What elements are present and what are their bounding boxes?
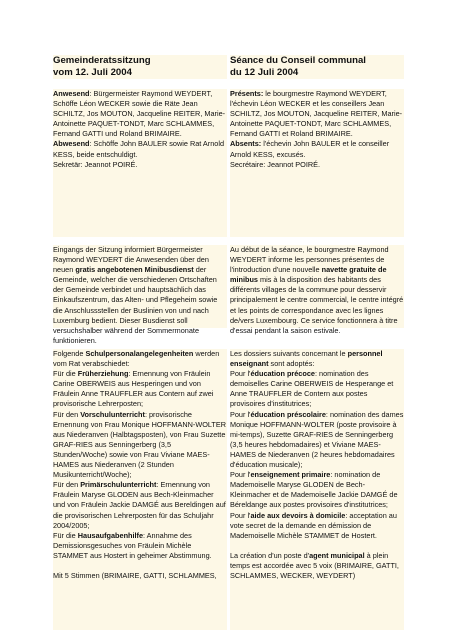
german-present [53, 89, 227, 139]
spacer [53, 561, 227, 571]
german-present-text: : Bürgermeister Raymond WEYDERT, Schöffe Léon WECKER sowie die Räte Jean SCHILTZ, Jos MOUTON, Jacqueline REITER, Marie-Antoinette PAQUET-TONDT, Marc SCHLAMMES, Fernand GATTI und Roland BRIMAIRE. [53, 89, 226, 139]
french-present-label: Présents: [230, 89, 264, 98]
german-staff-item: Für die Hausaufgabenhilfe: Annahme des Demissionsgesuches von Fräulein Michèle STAMMET aus Hostert in geheimer Abstimmung. [53, 530, 212, 560]
french-secretary: Secrétaire: Jeannot POIRÉ. [230, 159, 321, 169]
german-staff-section [53, 349, 227, 630]
german-staff-intro: Folgende Schulpersonalangelegenheiten werden vom Rat verabschiedet: [53, 349, 220, 369]
german-title: Gemeinderatssitzung vom 12. Juli 2004 [53, 55, 151, 78]
german-minibus-bold: gratis angebotenen Minibusdienst [75, 265, 194, 275]
french-staff-item: Pour l'enseignement primaire: nomination de Mademoiselle Maryse GLODEN de Bech-Kleinmacher et de Mademoiselle Jackie DAMGÉ de Béreldange aux postes provisoires d'institutrices; [230, 470, 398, 510]
french-minibus-bold: navette gratuite de minibus [230, 265, 387, 285]
french-minibus-paragraph [230, 245, 404, 335]
french-minibus-text-2: mis à la disposition des habitants des différents villages de la commune pour desservir principalement le centre commercial, le centre intégré et les points de correspondance avec les lignes de/vers Luxembourg. Ce service fonctionnera à titre d'essai pendant la saison estivale. [230, 275, 404, 335]
german-absent [53, 139, 227, 159]
french-staff-item: Pour l'éducation précoce: nomination des demoiselles Carine OBERWEIS de Hesperange et Anne TRAUFFLER de Contern aux postes provisoires d'institutrices; [230, 369, 394, 409]
french-absent [230, 139, 404, 159]
german-staff-item: Für den Primärschulunterricht: Ernennung von Fräulein Maryse GLODEN aus Bech-Kleinmacher und von Fräulein Jackie DAMGÉ aus Bereldingen auf die provisorischen Lehrerposten für das Schuljahr 2004/2005; [53, 480, 226, 530]
german-vote: Mit 5 Stimmen (BRIMAIRE, GATTI, SCHLAMMES, [53, 571, 217, 581]
german-minibus-text-1: Eingangs der Sitzung informiert Bürgermeister Raymond WEYDERT die Anwesenden über den neuen [53, 245, 209, 275]
spacer [230, 541, 404, 551]
german-absent-text: : Schöffe John BAULER sowie Rat Arnold KESS, beide entschuldigt. [53, 139, 225, 159]
german-minibus-text-2: der Gemeinde, welcher die verschiedenen Ortschaften der Gemeinde verbindet und hauptsächlich das Einkaufszentrum, das Alten- und Pflegeheim sowie die Anschlussstellen der Buslinien von und nach Luxemburg bedient. Dieser Busdienst soll versuchshalber während der Sommermonate funktionieren. [53, 265, 218, 345]
french-staff-item: Pour l'aide aux devoirs à domicile: acceptation au vote secret de la demande en démission de Mademoiselle Michèle STAMMET de Hostert. [230, 510, 397, 540]
german-staff-item: Für den Vorschulunterricht: provisorische Ernennung von Frau Monique HOFFMANN-WOLTER aus Niederanven (Halbtagsposten), von Frau Suzette GRAF-RIES aus Senningerberg (3,5 Stunden/Woche) sowie von Frau Viviane MAES-HAMES aus Niederanven (2 Stunden Musikunterricht/Woche); [53, 409, 227, 480]
german-secretary: Sekretär: Jeannot POIRÉ. [53, 159, 138, 169]
french-absent-text: l'échevin John BAULER et le conseiller Arnold KESS, excusés. [230, 139, 390, 159]
german-minibus-paragraph [53, 245, 227, 345]
french-absent-label: Absents: [230, 139, 262, 149]
german-present-label: Anwesend [53, 89, 90, 98]
french-present-text: le bourgmestre Raymond WEYDERT, l'échevin Léon WECKER et les conseillers Jean SCHILTZ, Jos MOUTON, Jacqueline REITER, Marie-Antoinette PAQUET-TONDT, Marc SCHLAMMES, Fernand GATTI et Roland BRIMAIRE. [230, 89, 403, 139]
french-minibus-text-1: Au début de la séance, le bourgmestre Raymond WEYDERT informe les personnes présentes de l'introduction d'une nouvelle [230, 245, 389, 275]
french-staff-item: Pour l'éducation préscolaire: nomination des dames Monique HOFFMANN-WOLTER (poste provisoire à mi-temps), Suzette GRAF-RIES de Senningerberg (3,5 heures hebdomadaires) et Viviane MAES-HAMES de Niederanven (2 heures hebdomadaires d'éducation musicale); [230, 409, 404, 470]
french-staff-section [230, 349, 404, 630]
german-attendance [53, 89, 227, 237]
french-staff-intro: Les dossiers suivants concernant le personnel enseignant sont adoptés: [230, 349, 383, 369]
french-title: Séance du Conseil communal du 12 Juli 2004 [230, 55, 366, 78]
german-absent-label: Abwesend [53, 139, 90, 149]
french-attendance [230, 89, 404, 237]
german-heading [53, 55, 227, 79]
french-vote: La création d'un poste d'agent municipal à plein temps est accordée avec 5 voix (BRIMAIRE, GATTI, SCHLAMMES, WECKER, WEYDERT) [230, 550, 399, 581]
german-staff-item: Für die Früherziehung: Ernennung von Fräulein Carine OBERWEIS aus Hesperingen und von Fräulein Anne TRAUFFLER aus Contern auf zwei provisorische Lehrerposten; [53, 369, 214, 409]
french-present [230, 89, 404, 139]
french-heading [230, 55, 404, 79]
